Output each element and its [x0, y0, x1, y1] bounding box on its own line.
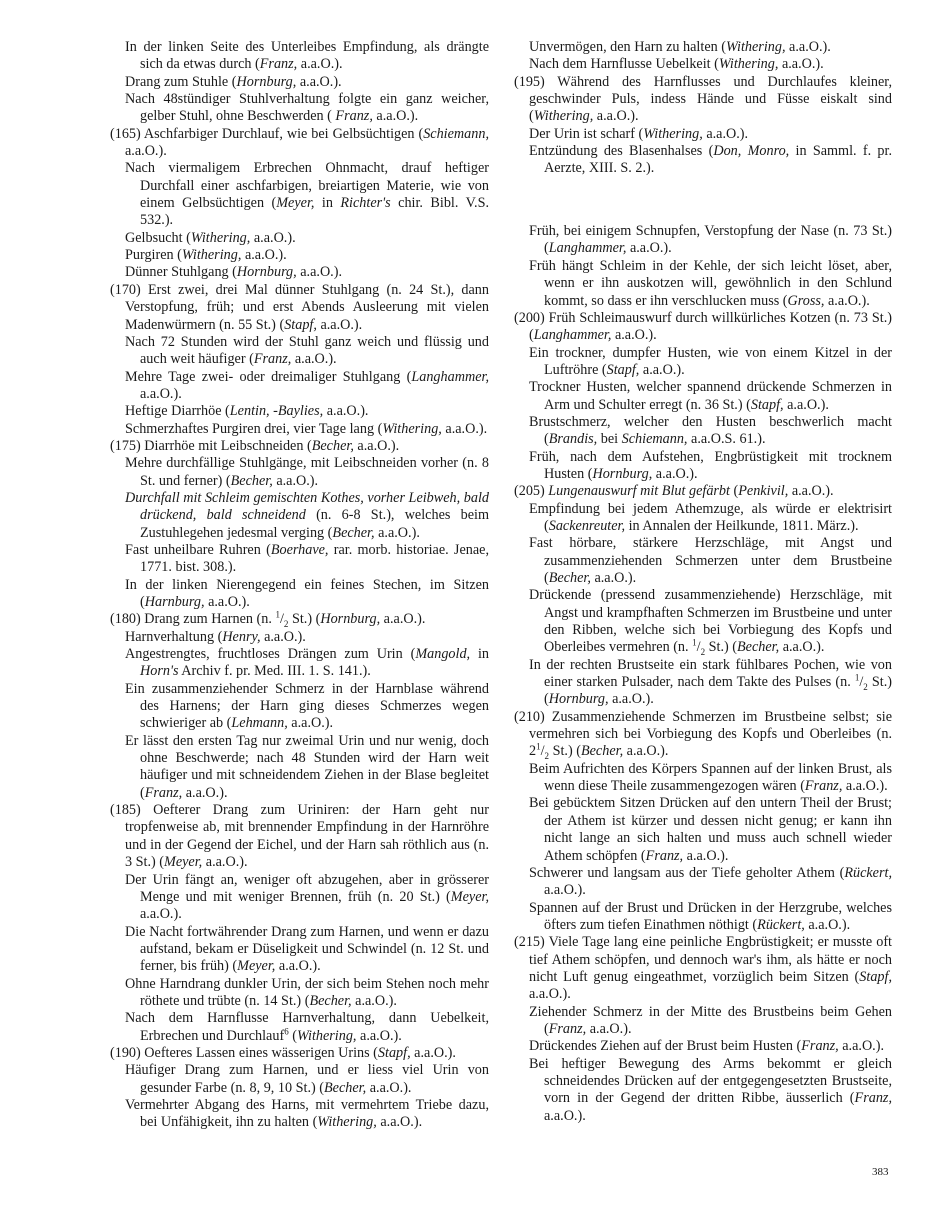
italic-reference: Becher,: [737, 639, 780, 656]
entry-text: Ein zusammenziehender Schmerz in der Harnblase während des Harnens; der Harn ging dieses Schmerzes wegen schwieriger ab (: [125, 680, 489, 732]
italic-reference: Becher,: [332, 524, 375, 541]
entry-text: a.a.O.).: [586, 1020, 632, 1037]
italic-reference: Hornburg,: [236, 264, 297, 281]
entry-text: Fast unheilbare Ruhren (: [125, 541, 271, 558]
entry-text: 2: [544, 751, 550, 762]
entry-text: In der rechten Brustseite ein stark fühlbares Pochen, wie von einer starken Pulsader, nach dem Takte des Pulses (n.: [529, 656, 892, 691]
italic-reference: Lentin, -Baylies,: [229, 403, 324, 420]
entry-text: 2: [700, 647, 706, 658]
entry-text: a.a.O.).: [778, 56, 824, 73]
entry-text: In der linken Seite des Unterleibes Empfindung, als drängte sich da etwas durch (: [125, 39, 489, 73]
entry-text: Bei gebücktem Sitzen Drücken auf den untern Theil der Brust; der Athem ist kürzer und dessen nicht genug; er kann ihn nicht lange an sich halten und muss auch schnell wieder Athem schöpfen (: [529, 795, 892, 864]
symptom-entry: [514, 126, 892, 143]
symptom-entry: [514, 1038, 892, 1055]
entry-text: Heftige Diarrhöe (: [125, 403, 230, 420]
entry-text: (: [288, 1027, 297, 1044]
symptom-entry: [514, 761, 892, 796]
entry-text: a.a.O.).: [351, 992, 397, 1009]
entry-text: 1: [536, 741, 541, 752]
entry-text: 1: [854, 672, 860, 683]
entry-text: (210) Zusammenziehende Schmerzen im Brustbeine selbst; sie vermehren sich bei Vorbiegung des Kopfs und Oberleibes (n. 2: [514, 708, 892, 760]
entry-text: Die Nacht fortwährender Drang zum Harnen, und wenn er dazu aufstand, bekam er Düseligkeit und Schwindel (n. 12 St. und ferner, bis früh) (: [125, 923, 489, 975]
symptom-entry: [514, 143, 892, 178]
entry-text: Drückende (pressend zusammenziehende) Herzschläge, mit Angst und krampfhaften Schmerzen im Brustbeine und unter den Ribben, welche sich bei Vorbiegung des Kopfs und Oberleibes vermehren (n.: [529, 587, 892, 656]
entry-text: 1: [275, 609, 280, 620]
entry-text: a.a.O.).: [626, 240, 672, 257]
numbered-symptom-entry: [110, 1045, 489, 1062]
symptom-entry: [514, 501, 892, 536]
entry-text: Unvermögen, den Harn zu halten (: [529, 39, 726, 55]
entry-text: (185) Oefterer Drang zum Uriniren: der Harn geht nur tropfenweise ab, mit brennender Empfindung in der Harnröhre und in der Gegend der Eichel, und der Harn sah röthlich aus (n. 3 St.) (: [110, 802, 489, 871]
italic-reference: Langhammer,: [548, 240, 627, 257]
symptom-entry: [110, 247, 489, 264]
numbered-symptom-entry: [110, 126, 489, 161]
symptom-entry: [514, 535, 892, 587]
italic-reference: Withering,: [296, 1027, 357, 1044]
entry-text: (180) Drang zum Harnen (n.: [110, 611, 276, 628]
numbered-symptom-entry: [110, 282, 489, 334]
entry-text: a.a.O.).: [593, 108, 639, 125]
italic-reference: Becher,: [324, 1079, 367, 1096]
entry-text: Empfindung bei jedem Athemzuge, als würde er elektrisirt (: [529, 500, 892, 534]
entry-text: 2: [863, 681, 868, 692]
entry-text: a.a.O.).: [287, 715, 334, 732]
entry-text: a.a.O.).: [529, 986, 571, 1003]
italic-reference: Becher,: [548, 570, 591, 586]
italic-reference: Stapf,: [606, 361, 640, 378]
italic-reference: Hornburg,: [320, 611, 381, 628]
entry-text: Angestrengtes, fruchtloses Drängen zum Urin (: [125, 646, 416, 663]
entry-text: a.a.O.).: [291, 351, 337, 368]
symptom-entry: [110, 39, 489, 74]
entry-text: Trockner Husten, welcher spannend drückende Schmerzen in Arm und Schulter erregt (n. 36 St.) (: [529, 379, 892, 413]
entry-text: Brustschmerz, welcher den Husten beschwerlich macht (: [529, 413, 892, 448]
symptom-entry: [110, 160, 489, 229]
entry-text: a.a.O.).: [260, 628, 306, 645]
italic-reference: Lungenauswurf mit Blut gefärbt: [548, 483, 730, 500]
symptom-entry: [110, 1062, 489, 1097]
entry-text: Früh, bei einigem Schnupfen, Verstopfung der Nase (n. 73 St.) (: [529, 223, 892, 257]
symptom-entry: [514, 56, 892, 73]
symptom-entry: [514, 379, 892, 414]
italic-reference: Horn's: [140, 663, 179, 680]
italic-reference: Hornburg,: [592, 465, 653, 482]
symptom-entry: [110, 264, 489, 281]
entry-text: /: [279, 611, 284, 628]
italic-reference: Franz,: [801, 1038, 839, 1055]
italic-reference: Langhammer,: [411, 368, 489, 385]
italic-reference: Withering,: [317, 1114, 377, 1131]
entry-text: in: [314, 195, 341, 212]
numbered-symptom-entry: [514, 74, 892, 126]
italic-reference: Withering,: [533, 108, 594, 125]
entry-text: Früh hängt Schleim in der Kehle, der sich leicht löset, aber, wenn er ihn auskotzen will, gewöhnlich in den Schlund kommt, so dass er ihn verschlucken muss (: [529, 257, 892, 309]
italic-reference: Rückert,: [844, 864, 892, 881]
symptom-entry: [110, 403, 489, 420]
italic-reference: Durchfall mit Schleim gemischten Kothes, vorher Leibweh, bald drückend, bald schneidend: [125, 489, 489, 524]
entry-text: rar. morb. historiae. Jenae, 1771. bist. 308.).: [140, 541, 489, 576]
entry-text: a.a.O.).: [125, 143, 167, 160]
symptom-entry: [514, 865, 892, 900]
entry-text: a.a.O.).: [702, 125, 749, 142]
italic-reference: Withering,: [643, 125, 703, 142]
symptom-entry: [514, 657, 892, 709]
entry-text: Häufiger Drang zum Harnen, und er liess viel Urin von gesunder Farbe (n. 8, 9, 10 St.) (: [125, 1062, 489, 1096]
entry-text: Der Urin ist scharf (: [529, 125, 644, 142]
italic-reference: Franz,: [144, 784, 183, 801]
italic-reference: Rückert,: [757, 916, 805, 933]
entry-text: Drang zum Stuhle (: [125, 73, 237, 90]
entry-text: a.a.O.).: [804, 916, 851, 933]
numbered-symptom-entry: [110, 802, 489, 871]
entry-text: a.a.O.).: [353, 437, 400, 454]
symptom-entry: [110, 230, 489, 247]
numbered-symptom-entry: [514, 310, 892, 345]
entry-text: a.a.O.).: [272, 472, 319, 489]
entry-text: (195) Während des Harnflusses und Durchlaufes kleiner, geschwinder Puls, indess Hände und Füsse eiskalt sind (: [514, 73, 892, 125]
italic-reference: Richter's: [340, 195, 391, 212]
entry-text: a.a.O.).: [250, 229, 296, 246]
entry-text: Früh, nach dem Aufstehen, Engbrüstigkeit mit trocknem Husten (: [529, 448, 892, 482]
italic-reference: Stapf,: [750, 396, 784, 413]
entry-text: In der linken Nierengegend ein feines Stechen, im Sitzen (: [125, 576, 489, 610]
entry-text: Spannen auf der Brust und Drücken in der Herzgrube, welches öfters zum tiefen Einathmen nöthigt (: [529, 899, 892, 933]
symptom-entry: [110, 1097, 489, 1132]
symptom-entry: [110, 1010, 489, 1045]
entry-text: (190) Oefteres Lassen eines wässerigen Urins (: [110, 1044, 378, 1061]
symptom-entry: [514, 795, 892, 864]
symptom-entry: [110, 976, 489, 1011]
entry-text: a.a.O.).: [639, 361, 685, 378]
italic-reference: Franz,: [259, 56, 298, 73]
entry-text: (165) Aschfarbiger Durchlauf, wie bei Gelbsüchtigen (: [110, 125, 424, 142]
entry-text: Nach 72 Stunden wird der Stuhl ganz weich und flüssig und auch weit häufiger (: [125, 333, 489, 368]
symptom-entry: [110, 490, 489, 542]
symptom-entry: [110, 74, 489, 91]
entry-text: St.) (: [549, 743, 581, 760]
entry-text: a.a.O.S. 61.).: [687, 431, 766, 448]
entry-text: Beim Aufrichten des Körpers Spannen auf der linken Brust, als wenn diese Theile zusammengezogen wären (: [529, 760, 892, 795]
entry-text: a.a.O.).: [842, 778, 888, 795]
symptom-entry: [514, 1056, 892, 1125]
symptom-entry: [514, 587, 892, 656]
page-number: 383: [872, 1166, 889, 1178]
entry-text: a.a.O.).: [316, 316, 363, 333]
italic-reference: Gross,: [787, 292, 825, 309]
entry-text: 2: [283, 619, 289, 630]
entry-text: a.a.O.).: [683, 847, 729, 864]
right-column: [514, 39, 892, 1125]
entry-text: a.a.O.).: [296, 264, 343, 281]
entry-text: a.a.O.).: [296, 73, 342, 90]
entry-text: (n. 6-8 St.), welches beim Zustuhlegehen jedesmal verging (: [140, 507, 489, 541]
symptom-entry: [514, 1004, 892, 1039]
entry-text: a.a.O.).: [608, 691, 654, 708]
entry-text: (215) Viele Tage lang eine peinliche Engbrüstigkeit; er musste oft tief Athem schöpfen, und dennoch war's ihm, als hätte er noch nicht Luft genug eingeathmet, vorzüglich beim Sitzen (: [514, 934, 892, 985]
entry-text: Mehre durchfällige Stuhlgänge, mit Leibschneiden vorher (n. 8 St. und ferner) (: [125, 455, 489, 489]
italic-reference: Brandis,: [548, 431, 598, 448]
italic-reference: Sackenreuter,: [548, 517, 626, 534]
entry-text: St.) (: [705, 639, 737, 656]
italic-reference: Stapf,: [377, 1044, 411, 1061]
entry-text: in Annalen der Heilkunde, 1811. März.).: [625, 517, 859, 534]
italic-reference: Schiemann,: [621, 431, 688, 448]
entry-text: (170) Erst zwei, drei Mal dünner Stuhlgang (n. 24 St.), dann Verstopfung, früh; und erst Abends Ausleerung mit vielen Madenwürmern (n. 55 St.) (: [110, 281, 489, 333]
entry-text: bei: [597, 431, 622, 448]
italic-reference: Withering,: [190, 229, 251, 246]
symptom-entry: [514, 414, 892, 449]
entry-text: Dünner Stuhlgang (: [125, 264, 237, 281]
entry-text: (200) Früh Schleimauswurf durch willkürliches Kotzen (n. 73 St.) (: [514, 309, 892, 344]
entry-text: a.a.O.).: [590, 570, 637, 586]
entry-text: Der Urin fängt an, weniger oft abzugehen, aber in grösserer Menge und mit weniger Brennen, früh (n. 20 St.) (: [125, 871, 489, 905]
numbered-symptom-entry: [514, 709, 892, 761]
italic-reference: Withering,: [181, 247, 242, 264]
entry-text: Schwerer und langsam aus der Tiefe geholter Athem (: [529, 864, 845, 881]
entry-text: (175) Diarrhöe mit Leibschneiden (: [110, 437, 312, 454]
italic-reference: Franz,: [804, 778, 843, 795]
entry-text: Er lässt den ersten Tag nur zweimal Urin und nur wenig, doch ohne Beschwerde; nach 48 Stunden wird der Harn weit häufiger und mit schneidendem Ziehen in der Blase begleitet (: [125, 732, 489, 801]
italic-reference: Meyer,: [450, 888, 489, 905]
entry-text: a.a.O.).: [838, 1038, 885, 1055]
italic-reference: Don, Monro,: [713, 143, 790, 160]
entry-text: Entzündung des Blasenhalses (: [529, 143, 714, 160]
entry-text: (: [729, 483, 739, 500]
entry-text: 6: [284, 1025, 289, 1036]
entry-text: Nach dem Harnflusse Harnverhaltung, dann Uebelkeit, Erbrechen und Durchlauf: [125, 1010, 489, 1044]
symptom-entry: [110, 369, 489, 404]
entry-text: St.) (: [544, 674, 892, 708]
entry-text: a.a.O.).: [785, 39, 831, 55]
italic-reference: Langhammer,: [533, 327, 612, 344]
italic-reference: Henry,: [222, 628, 261, 645]
entry-text: a.a.O.).: [204, 594, 250, 610]
entry-text: a.a.O.).: [297, 56, 343, 73]
entry-text: a.a.O.).: [374, 524, 420, 541]
entry-text: Mehre Tage zwei- oder dreimaliger Stuhlgang (: [125, 368, 412, 385]
symptom-entry: [110, 577, 489, 612]
italic-reference: Mangold,: [415, 646, 471, 663]
entry-text: a.a.O.).: [376, 1114, 423, 1131]
symptom-entry: [110, 334, 489, 369]
entry-text: /: [696, 639, 701, 656]
symptom-entry: [110, 646, 489, 681]
entry-text: a.a.O.).: [824, 292, 870, 309]
italic-reference: Stapf,: [284, 316, 317, 333]
entry-text: a.a.O.).: [241, 247, 287, 264]
entry-text: Ziehender Schmerz in der Mitte des Brustbeins beim Gehen (: [529, 1003, 892, 1037]
entry-text: a.a.O.).: [202, 854, 248, 871]
entry-text: Archiv f. pr. Med. III. 1. S. 141.).: [178, 663, 371, 680]
entry-text: a.a.O.).: [783, 396, 829, 413]
symptom-entry: [110, 924, 489, 976]
entry-text: Drückendes Ziehen auf der Brust beim Husten (: [529, 1038, 802, 1055]
symptom-entry: [110, 455, 489, 490]
entry-text: in: [470, 646, 489, 663]
symptom-entry: [110, 421, 489, 438]
entry-text: Vermehrter Abgang des Harns, mit vermehrtem Triebe dazu, bei Unfähigkeit, ihn zu halten (: [125, 1096, 489, 1131]
italic-reference: Lehmann,: [231, 715, 288, 732]
italic-reference: Franz,: [645, 847, 684, 864]
italic-reference: Becher,: [580, 743, 624, 760]
entry-text: Fast hörbare, stärkere Herzschläge, mit Angst und zusammenziehenden Schmerzen unter dem Brustbeine (: [529, 535, 892, 586]
entry-text: 1: [692, 637, 697, 648]
italic-reference: Stapf,: [859, 968, 892, 985]
symptom-entry: [110, 629, 489, 646]
numbered-symptom-entry: [110, 611, 489, 628]
entry-text: a.a.O.).: [356, 1027, 402, 1044]
italic-reference: Hornburg,: [236, 73, 297, 90]
entry-text: a.a.O.).: [544, 1107, 586, 1124]
symptom-entry: [110, 872, 489, 924]
entry-text: a.a.O.).: [372, 108, 419, 125]
italic-reference: Meyer,: [164, 854, 203, 871]
entry-text: a.a.O.).: [140, 906, 182, 923]
entry-text: a.a.O.).: [182, 784, 228, 801]
entry-text: chir. Bibl. V.S. 532.).: [140, 195, 490, 229]
numbered-symptom-entry: [514, 934, 892, 1003]
italic-reference: Harnburg,: [144, 594, 205, 610]
italic-reference: Meyer,: [237, 958, 276, 975]
entry-text: a.a.O.).: [140, 385, 182, 402]
symptom-entry: [514, 900, 892, 935]
numbered-symptom-entry: [110, 438, 489, 455]
entry-text: St.) (: [288, 611, 321, 628]
entry-text: Nach viermaligem Erbrechen Ohnmacht, drauf heftiger Durchfall einer aschfarbigen, breiartigen Materie, wie von einem Gelbsüchtigen (: [125, 160, 489, 212]
entry-text: a.a.O.).: [441, 420, 488, 437]
entry-text: Nach 48stündiger Stuhlverhaltung folgte ein ganz weicher, gelber Stuhl, ohne Beschwerden (: [125, 91, 489, 125]
italic-reference: Hornburg,: [548, 691, 609, 708]
italic-reference: Franz,: [253, 351, 292, 368]
italic-reference: Franz,: [335, 108, 373, 125]
entry-text: a.a.O.).: [788, 483, 834, 500]
entry-text: (205): [514, 483, 549, 500]
symptom-entry: [110, 681, 489, 733]
italic-reference: Withering,: [725, 39, 786, 55]
symptom-entry: [514, 345, 892, 380]
entry-text: Ein trockner, dumpfer Husten, wie von einem Kitzel in der Luftröhre (: [529, 344, 892, 378]
entry-text: a.a.O.).: [623, 743, 669, 760]
symptom-entry: [514, 223, 892, 258]
entry-text: a.a.O.).: [380, 611, 426, 628]
entry-text: Nach dem Harnflusse Uebelkeit (: [529, 56, 719, 73]
entry-text: a.a.O.).: [275, 958, 321, 975]
symptom-entry: [110, 542, 489, 577]
numbered-symptom-entry: [514, 483, 892, 500]
entry-text: a.a.O.).: [652, 465, 698, 482]
entry-text: a.a.O.).: [323, 403, 369, 420]
italic-reference: Schiemann,: [423, 125, 489, 142]
entry-text: a.a.O.).: [366, 1079, 412, 1096]
entry-text: Gelbsucht (: [125, 229, 191, 246]
symptom-entry: [514, 258, 892, 310]
entry-text: /: [540, 743, 545, 760]
left-column: [110, 39, 489, 1132]
entry-text: Schmerzhaftes Purgiren drei, vier Tage lang (: [125, 420, 383, 437]
italic-reference: Becher,: [230, 472, 273, 489]
symptom-entry: [514, 449, 892, 484]
entry-text: Ohne Harndrang dunkler Urin, der sich beim Stehen noch mehr röthete und trübte (n. 14 St.) (: [125, 975, 489, 1009]
italic-reference: Withering,: [718, 56, 779, 73]
italic-reference: Becher,: [309, 992, 352, 1009]
entry-text: in Samml. f. pr. Aerzte, XIII. S. 2.).: [544, 143, 892, 177]
italic-reference: Meyer,: [276, 195, 315, 212]
italic-reference: Becher,: [311, 437, 354, 454]
entry-text: /: [859, 674, 864, 691]
entry-text: Bei heftiger Bewegung des Arms bekommt er gleich schneidendes Drücken auf der entgegengesetzten Brustseite, vorn in der Gegend der dritten Ribbe, äusserlich (: [529, 1055, 892, 1107]
section-gap: [514, 192, 892, 209]
entry-text: a.a.O.).: [544, 882, 586, 899]
entry-text: Harnverhaltung (: [125, 628, 223, 645]
italic-reference: Penkivil,: [738, 483, 789, 500]
italic-reference: Withering,: [382, 420, 442, 437]
entry-text: Purgiren (: [125, 247, 182, 264]
symptom-entry: [110, 91, 489, 126]
italic-reference: Boerhave,: [270, 541, 329, 558]
italic-reference: Franz,: [548, 1020, 587, 1037]
entry-text: a.a.O.).: [779, 639, 825, 656]
symptom-entry: [110, 733, 489, 802]
entry-text: a.a.O.).: [611, 327, 657, 344]
entry-text: a.a.O.).: [410, 1044, 456, 1061]
symptom-entry: [514, 39, 892, 56]
italic-reference: Franz,: [854, 1090, 892, 1107]
